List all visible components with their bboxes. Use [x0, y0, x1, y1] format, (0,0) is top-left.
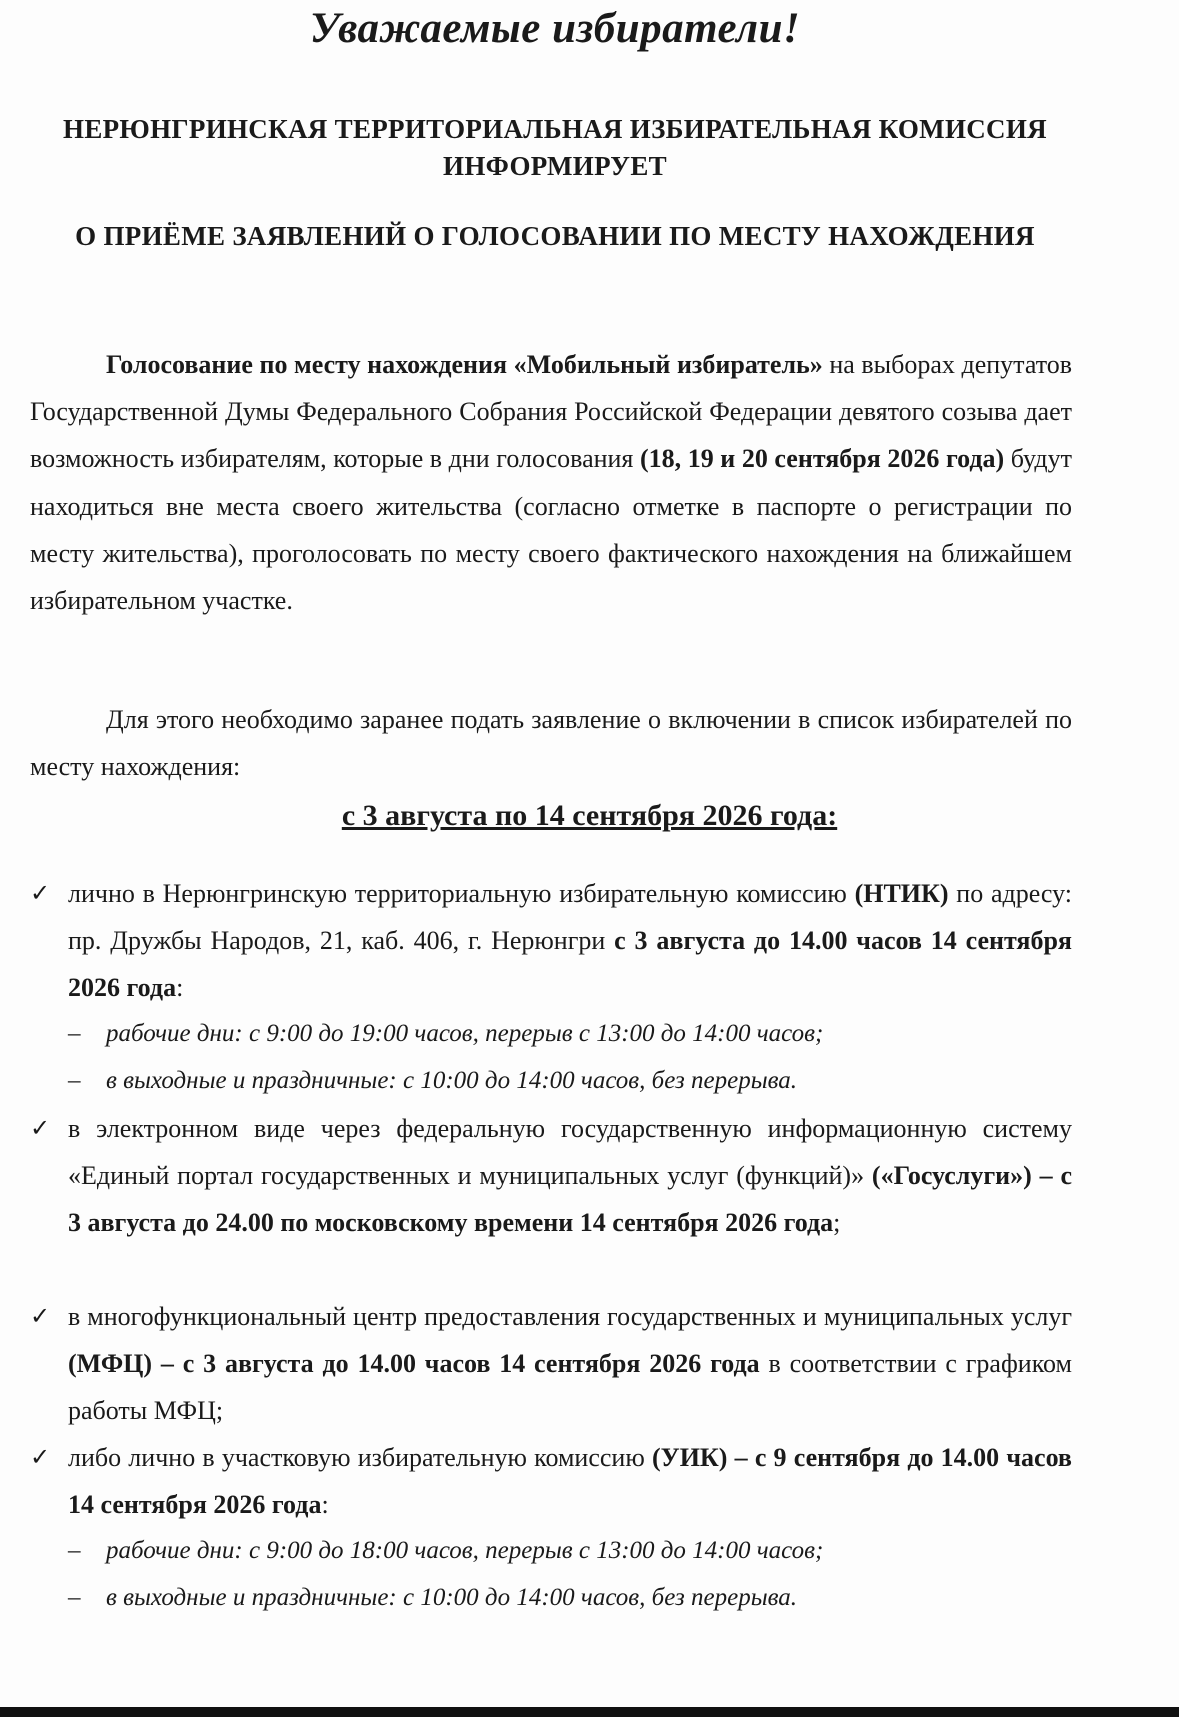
check-icon: ✓ — [30, 879, 51, 907]
item-bold: (НТИК) — [854, 879, 949, 908]
schedule-text: рабочие дни: с 9:00 до 19:00 часов, перерыв с 13:00 до 14:00 часов; — [106, 1020, 824, 1047]
voting-dates: (18, 19 и 20 сентября 2026 года) — [639, 444, 1005, 474]
item-bold: (МФЦ) – с 3 августа до 14.00 часов 14 сентября 2026 года — [68, 1349, 760, 1378]
item-bold: («Госуслуги») – с 3 августа до 24.00 по московскому времени 14 сентября 2026 года — [68, 1161, 1072, 1237]
item-text: в многофункциональный центр предоставления государственных и муниципальных услуг — [68, 1302, 1072, 1331]
dash-icon: – — [68, 1067, 81, 1094]
schedule-text: в выходные и праздничные: с 10:00 до 14:00 часов, без перерыва. — [106, 1584, 798, 1611]
list-item-ntik — [30, 870, 1072, 1011]
mobile-voter-lead: Голосование по месту нахождения «Мобильный избиратель» — [106, 350, 823, 379]
list-item-mfc — [30, 1293, 1072, 1434]
item-bold: (УИК) – с 9 сентября до 14.00 часов 14 сентября 2026 года — [68, 1443, 1072, 1519]
schedule-ntik-weekends — [68, 1057, 1072, 1104]
schedule-ntik-weekdays — [68, 1010, 1072, 1057]
item-text: в соответствии с графиком работы МФЦ; — [68, 1349, 1072, 1425]
schedule-text: в выходные и праздничные: с 10:00 до 14:00 часов, без перерыва. — [106, 1067, 798, 1094]
application-paragraph: Для этого необходимо заранее подать заявление о включении в список избирателей по месту нахождения: — [30, 705, 1072, 782]
intro-text-b: будут находиться вне места своего жительства (согласно отметке в паспорте о регистрации по месту жительства), проголосовать по месту своего фактического нахождения на ближайшем избирательном участке. — [30, 444, 1072, 616]
commission-heading: НЕРЮНГРИНСКАЯ ТЕРРИТОРИАЛЬНАЯ ИЗБИРАТЕЛЬНАЯ КОМИССИЯ ИНФОРМИРУЕТ — [63, 114, 1047, 181]
item-bold: с 3 августа до 14.00 часов 14 сентября 2026 года — [68, 926, 1072, 1002]
item-text: ; — [833, 1208, 841, 1237]
list-item-uik — [30, 1434, 1072, 1528]
item-text: лично в Нерюнгринскую территориальную избирательную комиссию — [68, 879, 855, 908]
schedule-uik-weekdays — [68, 1527, 1072, 1574]
schedule-uik-weekends — [68, 1574, 1072, 1621]
page-title: Уважаемые избиратели! — [309, 5, 801, 52]
item-text: : — [321, 1490, 329, 1519]
list-item-gosuslugi — [30, 1105, 1072, 1246]
check-icon: ✓ — [30, 1443, 51, 1471]
intro-text-a: на выборах депутатов Государственной Думы Федерального Собрания Российской Федерации девятого созыва дает возможность избирателям, которые в дни голосования — [30, 350, 1072, 474]
check-icon: ✓ — [30, 1114, 51, 1142]
intro-paragraph — [30, 341, 1072, 624]
subject-heading: О ПРИЁМЕ ЗАЯВЛЕНИЙ О ГОЛОСОВАНИИ ПО МЕСТУ НАХОЖДЕНИЯ — [75, 221, 1035, 251]
check-icon: ✓ — [30, 1302, 51, 1330]
item-text: либо лично в участковую избирательную комиссию — [68, 1443, 652, 1472]
dash-icon: – — [68, 1020, 81, 1047]
dash-icon: – — [68, 1584, 81, 1611]
schedule-text: рабочие дни: с 9:00 до 18:00 часов, перерыв с 13:00 до 14:00 часов; — [106, 1537, 824, 1564]
dash-icon: – — [68, 1537, 81, 1564]
bottom-divider — [0, 1707, 1179, 1717]
item-text: в электронном виде через федеральную государственную информационную систему «Единый портал государственных и муниципальных услуг (функций)» — [68, 1114, 1072, 1190]
item-text: : — [176, 973, 184, 1002]
application-period: с 3 августа по 14 сентября 2026 года: — [341, 799, 838, 832]
item-text: по адресу: пр. Дружбы Народов, 21, каб. 406, г. Нерюнгри — [68, 879, 1072, 955]
